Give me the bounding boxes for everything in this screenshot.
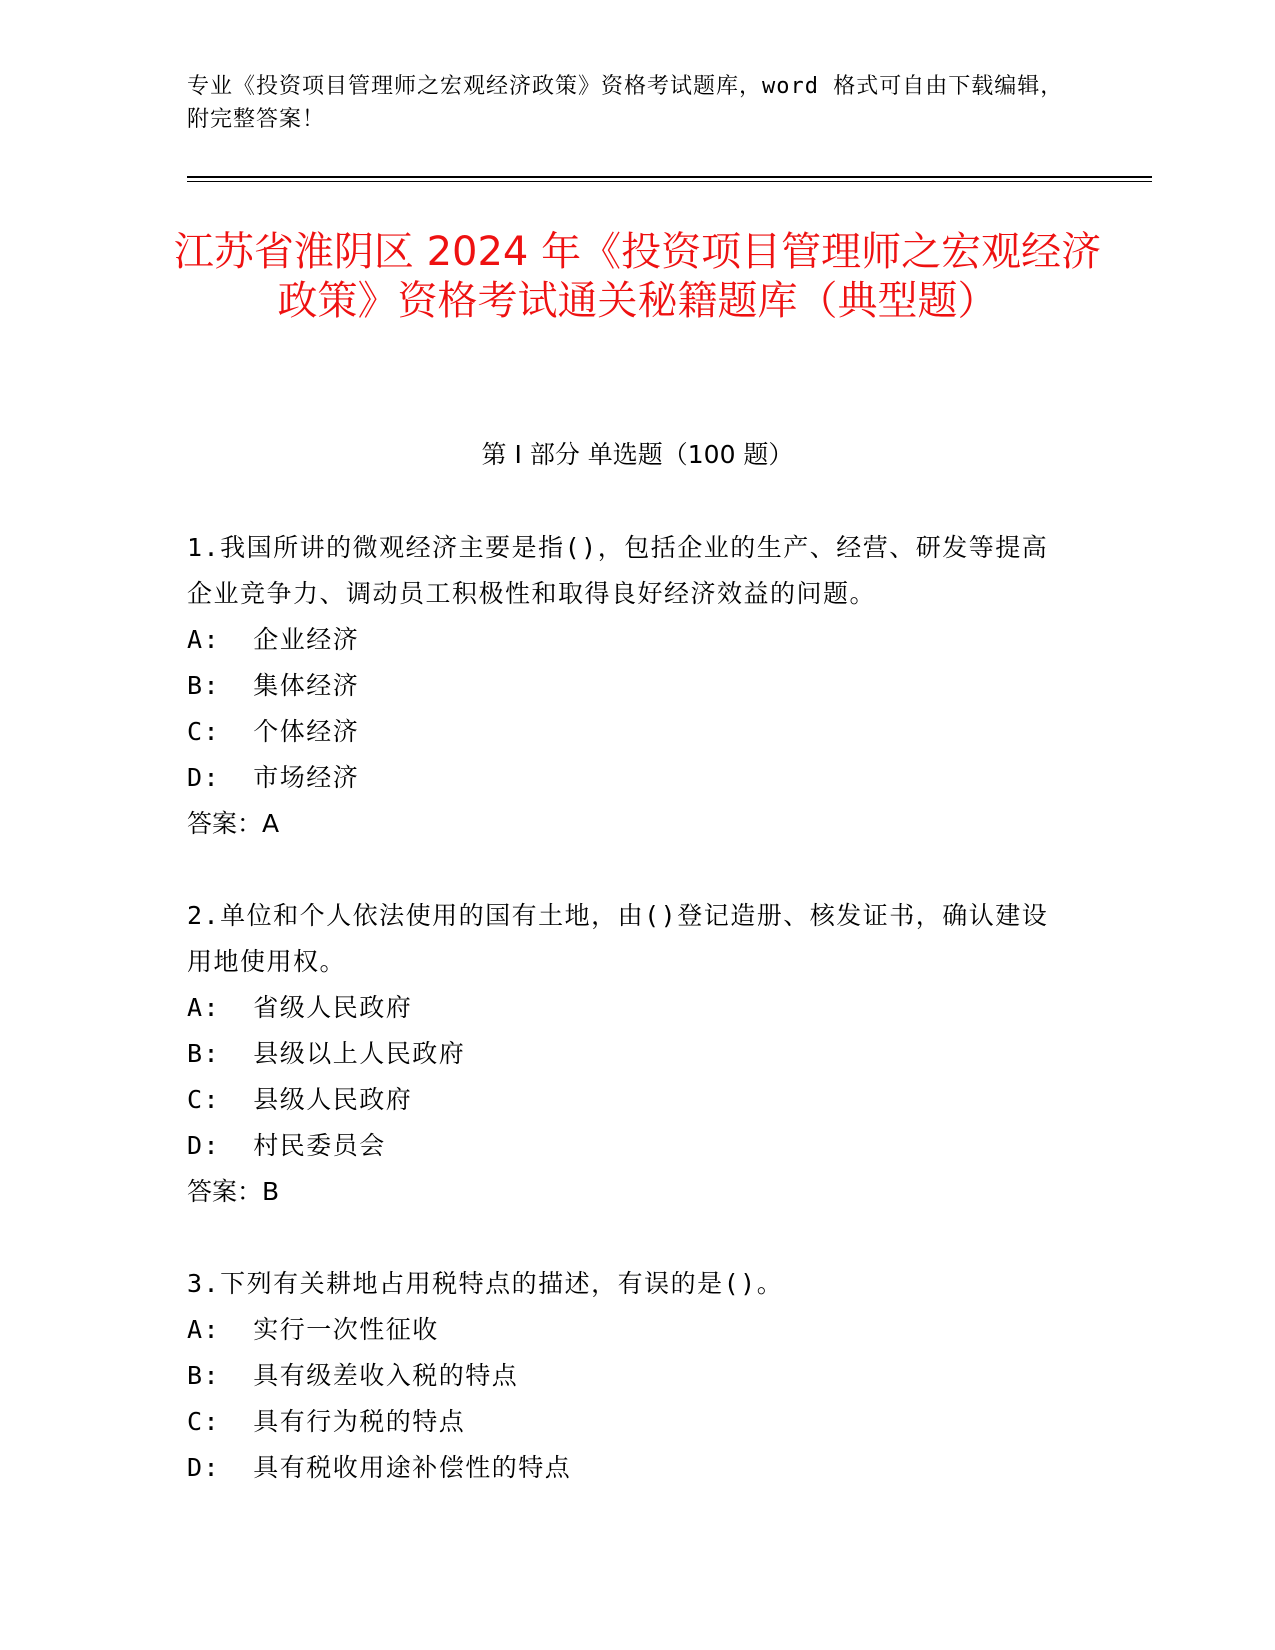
option-a: A: 省级人民政府 (187, 993, 413, 1022)
option-b: B: 具有级差收入税的特点 (187, 1361, 519, 1390)
section-heading: 第 I 部分 单选题（100 题） (481, 440, 794, 469)
answer-line: 答案：B (187, 1177, 280, 1206)
question-stem: 1.我国所讲的微观经济主要是指()，包括企业的生产、经营、研发等提高企业竞争力、调动员工积极性和取得良好经济效益的问题。 (187, 533, 1049, 608)
header-rule-thin (187, 181, 1152, 182)
option-c: C: 个体经济 (187, 717, 360, 746)
option-d: D: 村民委员会 (187, 1131, 386, 1160)
document-title: 江苏省淮阴区 2024 年《投资项目管理师之宏观经济政策》资格考试通关秘籍题库（典型题） (173, 229, 1102, 324)
option-c: C: 县级人民政府 (187, 1085, 413, 1114)
question-1 (187, 525, 1067, 847)
option-d: D: 市场经济 (187, 763, 360, 792)
option-d: D: 具有税收用途补偿性的特点 (187, 1453, 572, 1482)
option-a: A: 实行一次性征收 (187, 1315, 439, 1344)
question-2 (187, 893, 1067, 1215)
question-stem: 3.下列有关耕地占用税特点的描述，有误的是()。 (187, 1269, 784, 1298)
option-b: B: 集体经济 (187, 671, 360, 700)
option-c: C: 具有行为税的特点 (187, 1407, 466, 1436)
question-3 (187, 1261, 1067, 1491)
option-b: B: 县级以上人民政府 (187, 1039, 466, 1068)
answer-line: 答案：A (187, 809, 280, 838)
option-a: A: 企业经济 (187, 625, 360, 654)
header-rule-thick (187, 176, 1152, 178)
question-stem: 2.单位和个人依法使用的国有土地，由()登记造册、核发证书，确认建设用地使用权。 (187, 901, 1049, 976)
question-list (187, 525, 1067, 1537)
header-note: 专业《投资项目管理师之宏观经济政策》资格考试题库，word 格式可自由下载编辑，附完整答案！ (187, 74, 1064, 132)
